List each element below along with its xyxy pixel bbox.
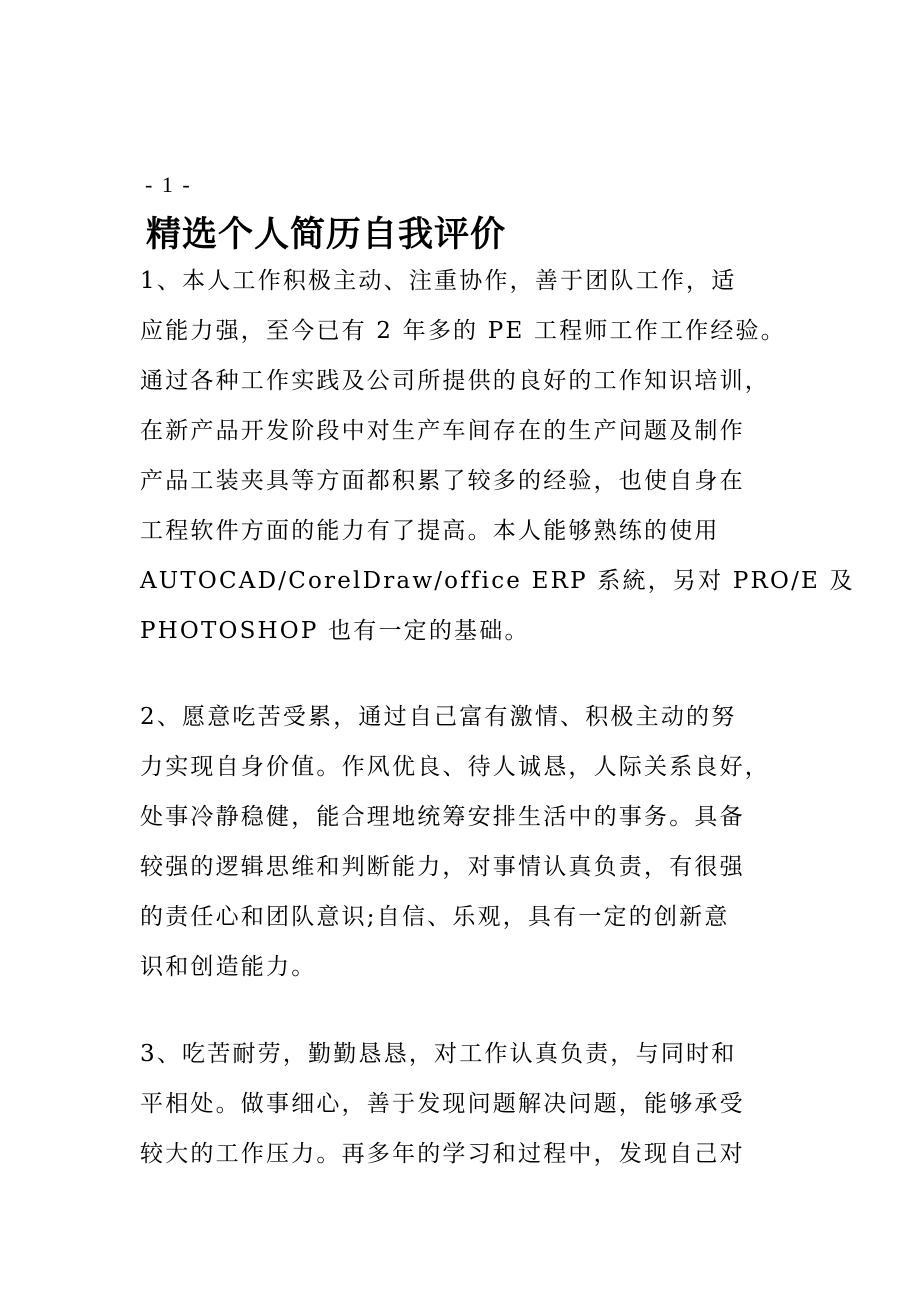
text-line: 的责任心和团队意识;自信、乐观，具有一定的创新意 bbox=[140, 904, 730, 930]
text-line: 通过各种工作实践及公司所提供的良好的工作知识培训， bbox=[140, 368, 770, 394]
text-line: 平相处。做事细心，善于发现问题解决问题，能够承受 bbox=[140, 1091, 745, 1117]
text-line: AUTOCAD/CorelDraw/office ERP 系統，另对 PRO/E 及 bbox=[140, 568, 855, 594]
text-line: 1、本人工作积极主动、注重协作，善于团队工作，适 bbox=[140, 268, 737, 294]
paragraph-2 bbox=[140, 692, 770, 992]
text-line: PHOTOSHOP 也有一定的基础。 bbox=[140, 618, 530, 644]
text-line: 处事冷静稳健，能合理地统筹安排生活中的事务。具备 bbox=[140, 804, 745, 830]
text-line: 工程软件方面的能力有了提高。本人能够熟练的使用 bbox=[140, 518, 720, 544]
page-number: - 1 - bbox=[145, 172, 192, 197]
text-line: 3、吃苦耐劳，勤勤恳恳，对工作认真负责，与同时和 bbox=[140, 1041, 737, 1067]
text-line: 力实现自身价值。作风优良、待人诚恳，人际关系良好， bbox=[140, 754, 770, 780]
text-line: 应能力强，至今已有 2 年多的 PE 工程师工作工作经验。 bbox=[140, 318, 786, 344]
document-title: 精选个人简历自我评价 bbox=[146, 215, 507, 255]
text-line: 在新产品开发阶段中对生产车间存在的生产问题及制作 bbox=[140, 418, 745, 444]
text-line: 2、愿意吃苦受累，通过自己富有激情、积极主动的努 bbox=[140, 704, 737, 730]
text-line: 较大的工作压力。再多年的学习和过程中，发现自己对 bbox=[140, 1141, 745, 1167]
text-line: 产品工装夹具等方面都积累了较多的经验，也使自身在 bbox=[140, 468, 745, 494]
text-line: 较强的逻辑思维和判断能力，对事情认真负责，有很强 bbox=[140, 854, 745, 880]
paragraph-3 bbox=[140, 1029, 745, 1179]
text-line: 识和创造能力。 bbox=[140, 954, 317, 980]
paragraph-1 bbox=[140, 256, 855, 656]
